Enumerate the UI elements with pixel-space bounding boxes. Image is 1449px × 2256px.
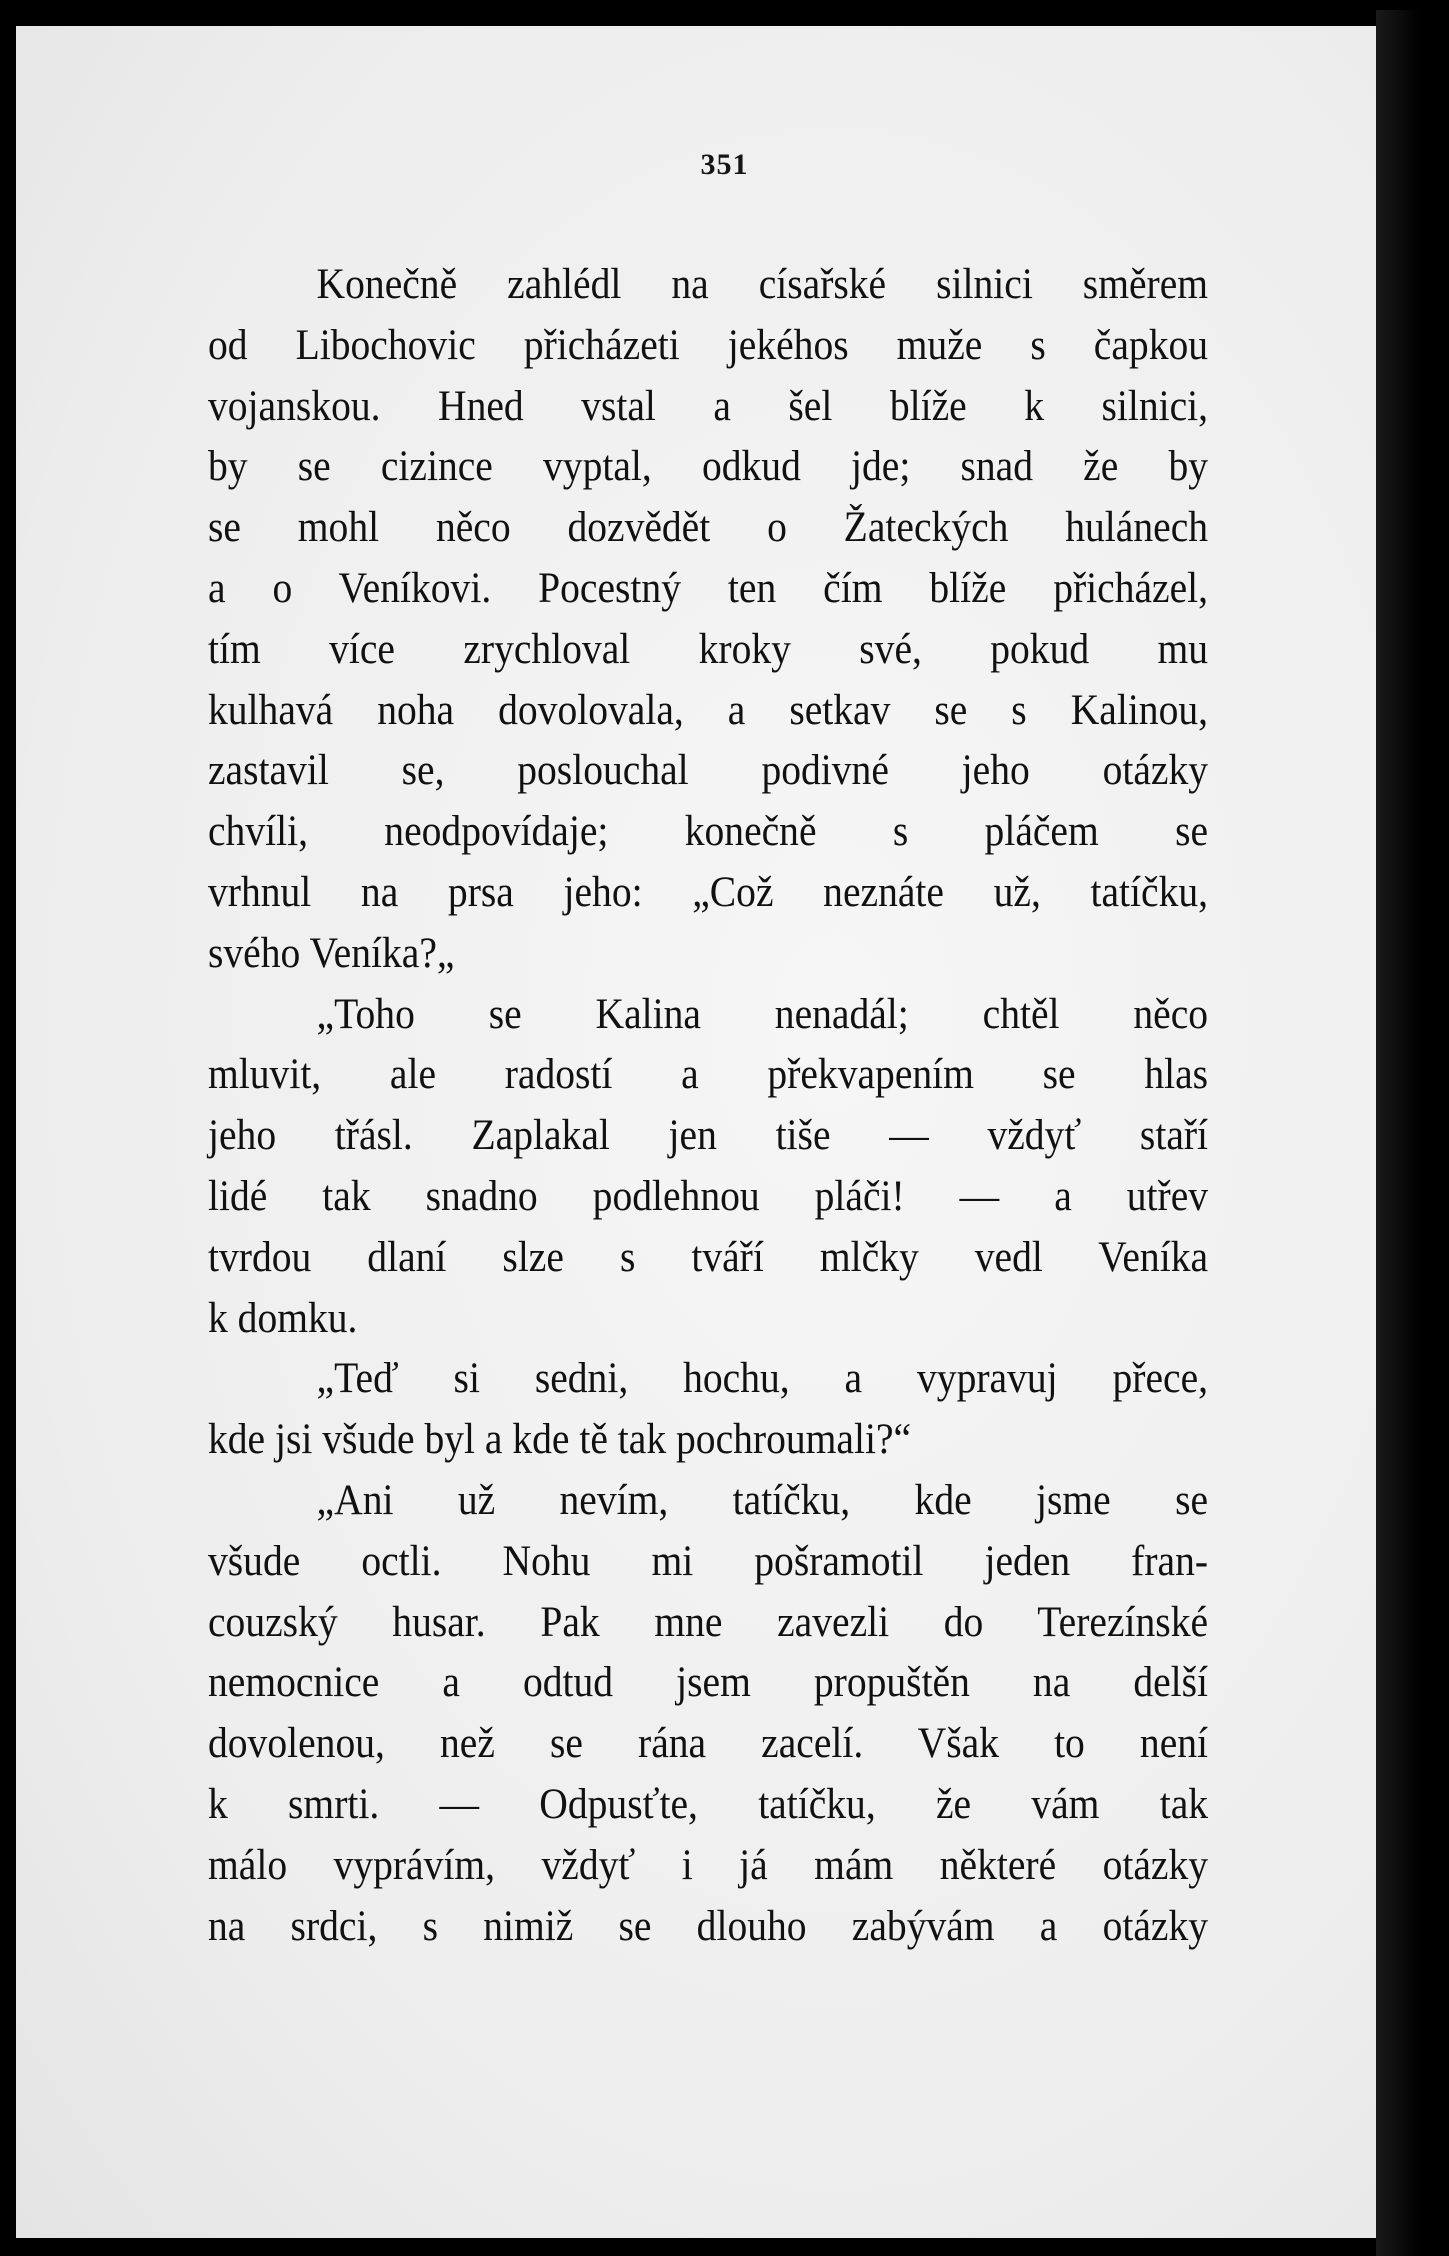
- text-line: tvrdou dlaní slze s tváří mlčky vedl Veníka: [208, 1233, 1209, 1281]
- text-line: vrhnul na prsa jeho: „Což neznáte už, tatíčku,: [208, 868, 1209, 916]
- text-line: všude octli. Nohu mi pošramotil jeden fran-: [208, 1537, 1209, 1585]
- text-line: málo vyprávím, vždyť i já mám některé otázky: [208, 1841, 1209, 1889]
- text-line: mluvit, ale radostí a překvapením se hlas: [208, 1051, 1209, 1099]
- text-line: se mohl něco dozvědět o Žateckých hulánech: [208, 504, 1209, 552]
- text-line: a o Veníkovi. Pocestný ten čím blíže přicházel,: [208, 564, 1209, 612]
- text-line: „Teď si sedni, hochu, a vypravuj přece,: [316, 1355, 1209, 1403]
- text-line: nemocnice a odtud jsem propuštěn na delší: [208, 1659, 1209, 1707]
- page-number: 351: [700, 148, 749, 181]
- text-line: by se cizince vyptal, odkud jde; snad že by: [208, 443, 1209, 491]
- text-line: „Toho se Kalina nenadál; chtěl něco: [316, 990, 1209, 1038]
- text-line: lidé tak snadno podlehnou pláči! — a utřev: [208, 1172, 1209, 1220]
- text-line: dovolenou, než se rána zacelí. Však to není: [208, 1720, 1209, 1768]
- text-line: svého Veníka?„: [208, 929, 455, 977]
- text-line: na srdci, s nimiž se dlouho zabývám a otázky: [208, 1902, 1209, 1950]
- text-line: od Libochovic přicházeti jekéhos muže s čapkou: [208, 321, 1209, 369]
- text-line: tím více zrychloval kroky své, pokud mu: [208, 625, 1209, 673]
- text-line: vojanskou. Hned vstal a šel blíže k silnici,: [208, 382, 1209, 430]
- text-line: k smrti. — Odpusťte, tatíčku, že vám tak: [208, 1780, 1209, 1828]
- text-line: kulhavá noha dovolovala, a setkav se s Kalinou,: [208, 686, 1209, 734]
- text-line: Konečně zahlédl na císařské silnici směrem: [316, 261, 1209, 308]
- binding-shadow: [0, 200, 12, 580]
- text-line: „Ani už nevím, tatíčku, kde jsme se: [316, 1476, 1209, 1524]
- text-line: couzský husar. Pak mne zavezli do Terezínské: [208, 1598, 1209, 1646]
- text-line: zastavil se, poslouchal podivné jeho otázky: [208, 747, 1209, 795]
- text-line: kde jsi všude byl a kde tě tak pochroumali?“: [208, 1416, 912, 1464]
- text-line: jeho třásl. Zaplakal jen tiše — vždyť staří: [208, 1112, 1209, 1160]
- body-text: [208, 255, 1208, 1957]
- text-line: k domku.: [208, 1294, 358, 1342]
- page-edge-shadow: [1376, 10, 1449, 2256]
- text-line: chvíli, neodpovídaje; konečně s pláčem se: [208, 808, 1209, 856]
